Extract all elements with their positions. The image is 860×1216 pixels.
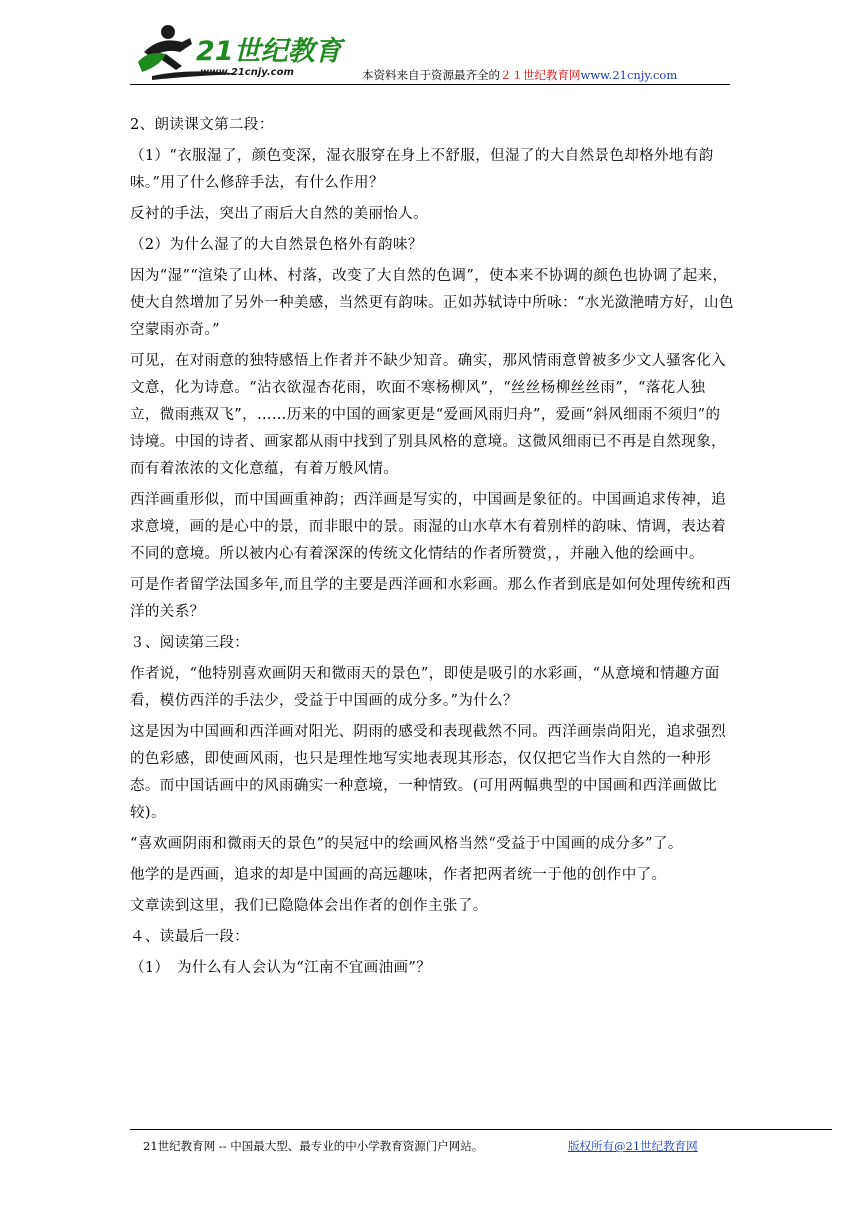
logo-url: www.21cnjy.com xyxy=(200,67,294,78)
header-note-prefix: 本资料来自于资源最齐全的 xyxy=(362,68,500,82)
paragraph: 文章读到这里，我们已隐隐体会出作者的创作主张了。 xyxy=(130,898,488,914)
paragraph: （2）为什么湿了的大自然景色格外有韵味？ xyxy=(130,237,423,253)
paragraph: 他学的是西画，追求的却是中国画的高远趣味，作者把两者统一于他的创作中了。 xyxy=(130,867,667,883)
footer-divider xyxy=(130,1129,832,1130)
paragraph: （1） 为什么有人会认为“江南不宜画油画”？ xyxy=(130,960,432,976)
paragraph: 反衬的手法，突出了雨后大自然的美丽怡人。 xyxy=(130,206,428,222)
paragraph: 西洋画重形似，而中国画重神韵；西洋画是写实的，中国画是象征的。中国画追求传神，追求意境，画的是心中的景，而非眼中的景。雨湿的山水草木有着别样的韵味、情调，表达着不同的意境。所以被内心有着深深的传统文化情结的作者所赞赏，，并融入他的绘画中。 xyxy=(130,492,726,562)
header-site-url[interactable]: www.21cnjy.com xyxy=(580,68,678,82)
header-note xyxy=(362,67,677,83)
header-divider xyxy=(130,84,730,85)
paragraph: 作者说，“他特别喜欢画阴天和微雨天的景色”，即使是吸引的水彩画，“从意境和情趣方面看，模仿西洋的手法少，受益于中国画的成分多。”为什么？ xyxy=(130,666,720,709)
paragraph: “喜欢画阴雨和微雨天的景色”的吴冠中的绘画风格当然“受益于中国画的成分多”了。 xyxy=(130,836,683,852)
paragraph: ３、阅读第三段： xyxy=(130,635,250,651)
footer-text: 21世纪教育网 -- 中国最大型、最专业的中小学教育资源门户网站。 xyxy=(143,1139,484,1153)
page-header xyxy=(130,22,730,84)
paragraph: 因为“湿”“渲染了山林、村落，改变了大自然的色调”，使本来不协调的颜色也协调了起来，使大自然增加了另外一种美感，当然更有韵味。正如苏轼诗中所咏：“水光潋滟晴方好，山色空蒙雨亦奇。” xyxy=(130,268,734,338)
paragraph: 这是因为中国画和西洋画对阳光、阴雨的感受和表现截然不同。西洋画崇尚阳光，追求强烈的色彩感，即使画风雨，也只是理性地写实地表现其形态，仅仅把它当作大自然的一种形态。而中国话画中的风雨确实一种意境，一种情致。(可用两幅典型的中国画和西洋画做比较)。 xyxy=(130,724,726,821)
runner-logo-icon xyxy=(130,22,350,84)
paragraph: （1）“衣服湿了，颜色变深，湿衣服穿在身上不舒服，但湿了的大自然景色却格外地有韵味。”用了什么修辞手法，有什么作用？ xyxy=(130,148,714,191)
document-body xyxy=(130,112,735,986)
header-site-name[interactable]: ２１世纪教育网 xyxy=(500,68,581,82)
paragraph: 可是作者留学法国多年,而且学的主要是西洋画和水彩画。那么作者到底是如何处理传统和西洋的关系？ xyxy=(130,577,732,620)
paragraph: 可见，在对雨意的独特感悟上作者并不缺少知音。确实，那风情雨意曾被多少文人骚客化入文意，化为诗意。“沾衣欲湿杏花雨，吹面不寒杨柳风”，“丝丝杨柳丝丝雨”，“落花人独立，微雨燕双飞”，……历来的中国的画家更是“爱画风雨归舟”，爱画“斜风细雨不须归”的诗境。中国的诗者、画家都从雨中找到了别具风格的意境。这微风细雨已不再是自然现象，而有着浓浓的文化意蕴，有着万般风情。 xyxy=(130,353,726,477)
logo-wordmark: 21世纪教育 xyxy=(196,36,342,67)
copyright-link[interactable]: 版权所有@21世纪教育网 xyxy=(568,1139,698,1153)
page-footer xyxy=(143,1138,698,1154)
site-logo xyxy=(130,22,350,84)
paragraph: 2、朗读课文第二段： xyxy=(130,117,274,133)
paragraph: ４、读最后一段： xyxy=(130,929,250,945)
